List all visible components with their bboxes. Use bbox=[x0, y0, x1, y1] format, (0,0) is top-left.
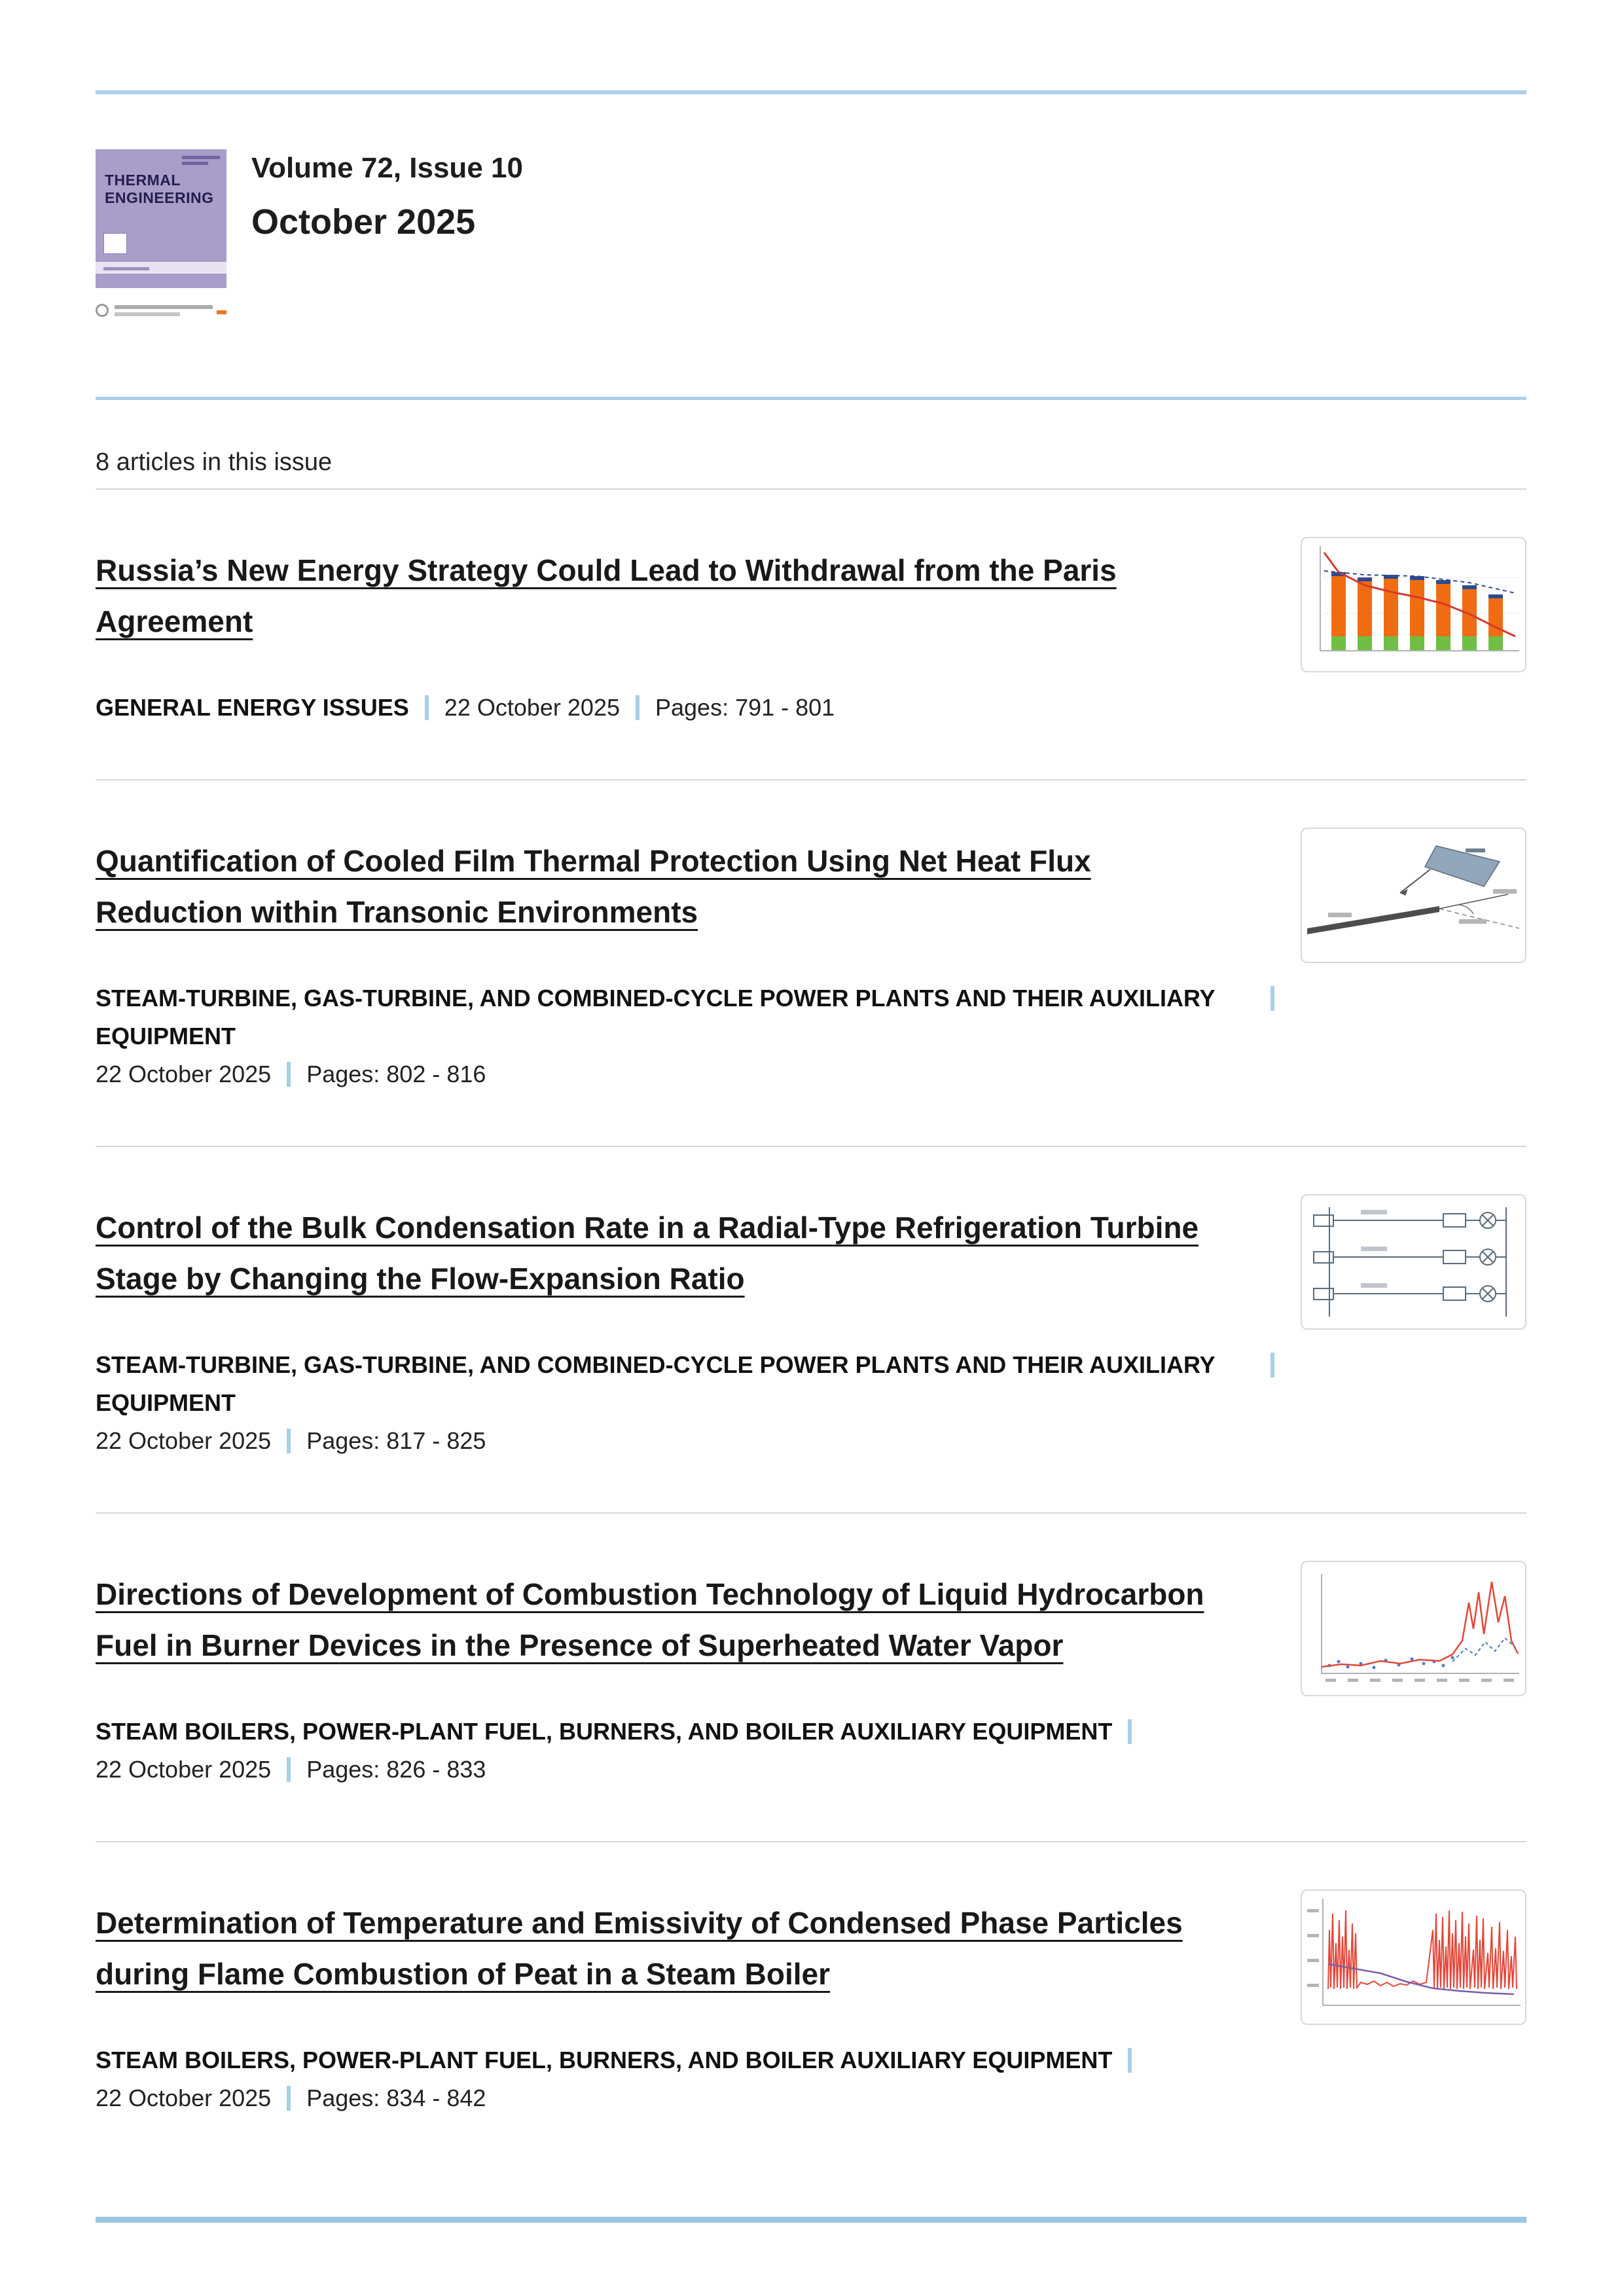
article-meta bbox=[96, 2041, 1274, 2117]
issue-header bbox=[96, 149, 1526, 317]
article-list-item bbox=[96, 1146, 1526, 1512]
technical-diagram-figure bbox=[1302, 829, 1525, 962]
article-thumbnail[interactable] bbox=[1301, 1889, 1526, 2025]
separator-pipe bbox=[1128, 1719, 1132, 1744]
article-title-link[interactable]: Russia’s New Energy Strategy Could Lead to Withdrawal from the Paris Agreement bbox=[96, 553, 1117, 638]
line-chart-figure bbox=[1302, 1562, 1525, 1695]
article-pages: Pages: 826 - 833 bbox=[306, 1756, 486, 1783]
cover-footer-band bbox=[96, 262, 226, 274]
article-title-link[interactable]: Quantification of Cooled Film Thermal Protection Using Net Heat Flux Reduction within Transonic Environments bbox=[96, 844, 1091, 929]
article-thumbnail[interactable] bbox=[1301, 537, 1526, 672]
article-date-row bbox=[96, 1055, 1274, 1093]
article-list-item bbox=[96, 488, 1526, 779]
article-title-link[interactable]: Directions of Development of Combustion Technology of Liquid Hydrocarbon Fuel in Burner Devices in the Presence of Superheated Water Vapor bbox=[96, 1577, 1204, 1662]
article-main bbox=[96, 1202, 1274, 1460]
article-thumbnail[interactable] bbox=[1301, 1561, 1526, 1696]
article-pages: Pages: 834 - 842 bbox=[306, 2085, 486, 2111]
article-category: STEAM BOILERS, POWER-PLANT FUEL, BURNERS, AND BOILER AUXILIARY EQUIPMENT bbox=[96, 1718, 1113, 1745]
separator-pipe bbox=[1271, 1353, 1274, 1377]
publisher-logo bbox=[96, 304, 226, 317]
bar-chart-figure bbox=[1302, 538, 1525, 671]
article-category: STEAM BOILERS, POWER-PLANT FUEL, BURNERS, AND BOILER AUXILIARY EQUIPMENT bbox=[96, 2047, 1113, 2073]
article-category-row bbox=[96, 2041, 1274, 2079]
article-date: 22 October 2025 bbox=[96, 2085, 272, 2111]
cover-meta-decoration bbox=[182, 156, 220, 168]
article-date: 22 October 2025 bbox=[444, 694, 620, 721]
article-date-row bbox=[96, 1751, 1274, 1789]
article-main bbox=[96, 835, 1274, 1093]
article-list-item bbox=[96, 1841, 1526, 2170]
article-list-item bbox=[96, 779, 1526, 1146]
article-category-row bbox=[96, 1713, 1274, 1751]
article-date-row bbox=[96, 1422, 1274, 1460]
article-main bbox=[96, 1569, 1274, 1789]
spectra-chart-figure bbox=[1302, 1891, 1525, 2024]
header-divider bbox=[96, 397, 1526, 400]
schematic-diagram-figure bbox=[1302, 1195, 1525, 1328]
article-main bbox=[96, 1897, 1274, 2117]
article-date-row bbox=[96, 2079, 1274, 2117]
article-date: 22 October 2025 bbox=[96, 1427, 272, 1454]
article-meta bbox=[96, 1346, 1274, 1460]
article-pages: Pages: 802 - 816 bbox=[306, 1061, 486, 1087]
article-date: 22 October 2025 bbox=[96, 1061, 272, 1087]
article-title-link[interactable]: Determination of Temperature and Emissivity of Condensed Phase Particles during Flame Combustion of Peat in a Steam Boiler bbox=[96, 1906, 1183, 1991]
article-thumbnail[interactable] bbox=[1301, 1194, 1526, 1330]
article-date: 22 October 2025 bbox=[96, 1756, 272, 1783]
article-list-item bbox=[96, 1512, 1526, 1841]
journal-cover-image[interactable] bbox=[96, 149, 226, 288]
article-category: GENERAL ENERGY ISSUES bbox=[96, 694, 409, 721]
separator-pipe bbox=[287, 1062, 291, 1087]
article-category: STEAM-TURBINE, GAS-TURBINE, AND COMBINED-CYCLE POWER PLANTS AND THEIR AUXILIARY EQUIPMENT bbox=[96, 985, 1215, 1049]
article-pages: Pages: 817 - 825 bbox=[306, 1427, 486, 1454]
article-meta bbox=[96, 1713, 1274, 1789]
top-divider bbox=[96, 90, 1526, 94]
bottom-divider bbox=[96, 2217, 1526, 2223]
article-category: STEAM-TURBINE, GAS-TURBINE, AND COMBINED-CYCLE POWER PLANTS AND THEIR AUXILIARY EQUIPMENT bbox=[96, 1351, 1215, 1416]
separator-pipe bbox=[1128, 2048, 1132, 2073]
article-thumbnail[interactable] bbox=[1301, 828, 1526, 963]
articles-count-label: 8 articles in this issue bbox=[96, 448, 333, 476]
article-main bbox=[96, 545, 1274, 727]
separator-pipe bbox=[425, 695, 429, 720]
separator-pipe bbox=[287, 1429, 291, 1453]
journal-title: THERMAL ENGINEERING bbox=[105, 172, 214, 206]
separator-pipe bbox=[287, 2086, 291, 2111]
separator-pipe bbox=[287, 1757, 291, 1782]
article-meta bbox=[96, 979, 1274, 1093]
issue-header-text bbox=[251, 149, 523, 317]
publisher-logo-text bbox=[115, 305, 213, 316]
separator-pipe bbox=[1271, 986, 1274, 1011]
issue-date-label: October 2025 bbox=[251, 202, 476, 242]
article-title-link[interactable]: Control of the Bulk Condensation Rate in a Radial-Type Refrigeration Turbine Stage by Changing the Flow-Expansion Ratio bbox=[96, 1211, 1199, 1296]
separator-pipe bbox=[636, 695, 640, 720]
publisher-brand-mark bbox=[217, 310, 226, 314]
publisher-logo-icon bbox=[96, 304, 109, 317]
volume-issue-label: Volume 72, Issue 10 bbox=[251, 152, 523, 184]
article-pages: Pages: 791 - 801 bbox=[655, 694, 835, 721]
article-meta bbox=[96, 689, 1274, 727]
cover-column bbox=[96, 149, 226, 317]
cover-volume-box bbox=[103, 233, 127, 254]
